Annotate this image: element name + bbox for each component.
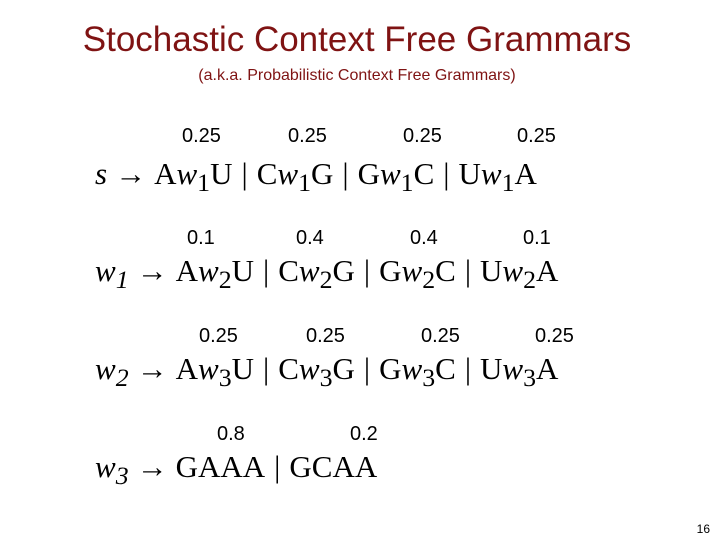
page-number: 16 <box>696 522 710 536</box>
rule-alternative: $Uw_2A$ <box>480 253 559 295</box>
probability-label: 0.2 <box>350 423 378 445</box>
probability-label: 0.25 <box>288 125 327 147</box>
rule-alternative: $Gw_2C$ <box>379 253 456 295</box>
rule-alternative: $Cw_3G$ <box>278 351 355 393</box>
grammar-rule <box>95 252 558 299</box>
separator: | <box>363 253 371 288</box>
probability-label: 0.25 <box>535 325 574 347</box>
rule-alternative: $Aw_1U$ <box>154 156 233 198</box>
rule-lhs: $w_2$ <box>95 351 129 393</box>
probability-label: 0.25 <box>306 325 345 347</box>
grammar-rule <box>95 350 558 397</box>
separator: | <box>342 156 349 191</box>
probability-label: 0.1 <box>187 227 215 249</box>
rule-lhs: $w_1$ <box>95 253 129 295</box>
grammar-rule <box>95 155 537 202</box>
probability-label: 0.25 <box>182 125 221 147</box>
separator: | <box>464 253 472 288</box>
separator: | <box>241 156 248 191</box>
rule-lhs: $w_3$ <box>95 449 129 491</box>
probability-label: 0.25 <box>517 125 556 147</box>
separator: | <box>443 156 450 191</box>
separator: | <box>464 351 472 386</box>
rule-alternative: $Aw_3U$ <box>175 351 254 393</box>
probability-label: 0.4 <box>296 227 324 249</box>
probability-label: 0.1 <box>523 227 551 249</box>
rule-alternative: GCAA <box>289 449 378 484</box>
rule-alternative: $Cw_2G$ <box>278 253 355 295</box>
grammar-rule <box>95 448 377 495</box>
separator: | <box>263 253 270 288</box>
rule-alternative: $Uw_3A$ <box>480 351 559 393</box>
rule-alternative: $Gw_1C$ <box>357 156 435 198</box>
rule-alternative: $Uw_1A$ <box>458 156 537 198</box>
arrow-symbol: → <box>115 156 147 191</box>
probability-label: 0.25 <box>421 325 460 347</box>
probability-label: 0.8 <box>217 423 245 445</box>
rule-alternative: $Aw_2U$ <box>175 253 254 295</box>
separator: | <box>274 449 281 484</box>
probability-label: 0.25 <box>199 325 238 347</box>
probability-label: 0.4 <box>410 227 438 249</box>
rule-alternative: $Gw_3C$ <box>379 351 456 393</box>
probability-label: 0.25 <box>403 125 442 147</box>
rule-alternative: $Cw_1G$ <box>256 156 334 198</box>
arrow-symbol: → <box>136 351 168 386</box>
arrow-symbol: → <box>136 449 168 484</box>
rule-lhs: s <box>95 156 108 191</box>
arrow-symbol: → <box>136 253 168 288</box>
slide-subtitle: (a.k.a. Probabilistic Context Free Grammars) <box>198 67 516 84</box>
separator: | <box>363 351 371 386</box>
rule-alternative: GAAA <box>175 449 266 484</box>
slide-title: Stochastic Context Free Grammars <box>82 20 632 59</box>
separator: | <box>263 351 270 386</box>
